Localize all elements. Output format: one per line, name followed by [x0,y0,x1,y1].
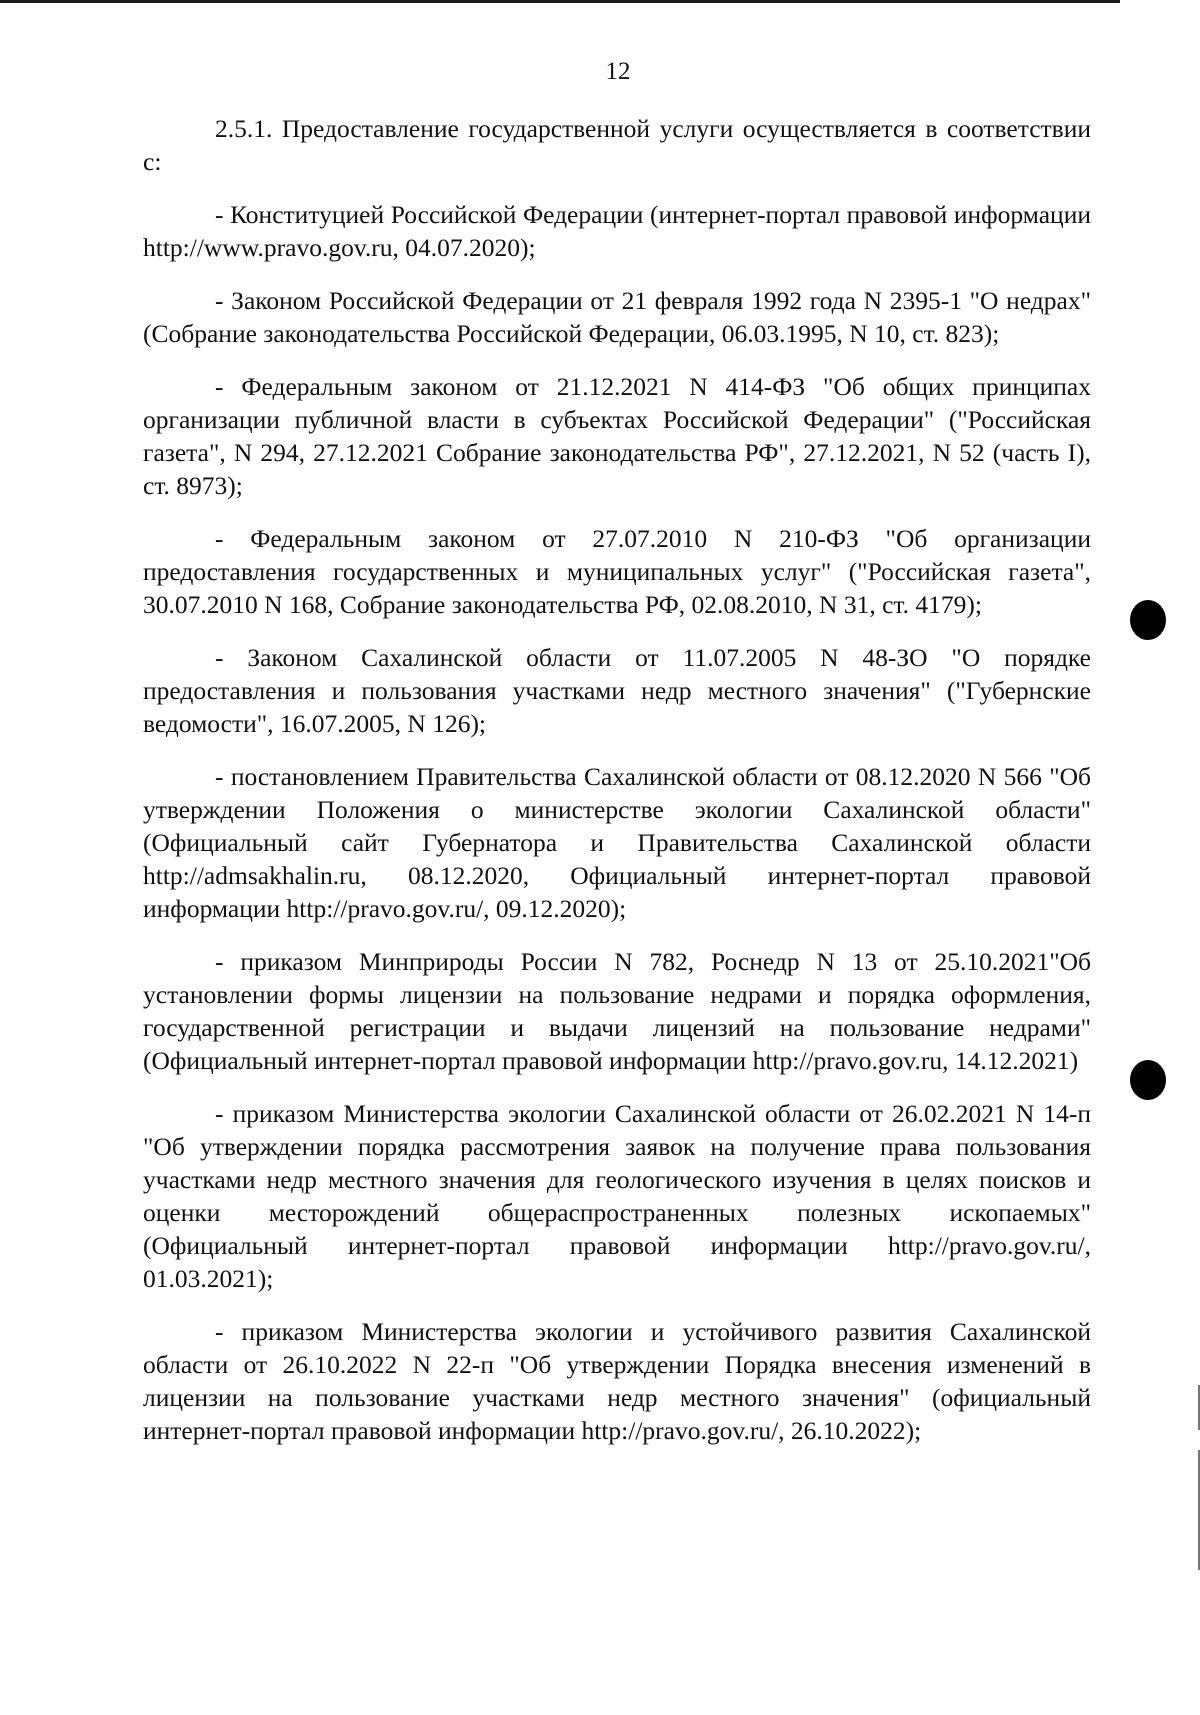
paragraph-law-414-fz: - Федеральным законом от 21.12.2021 N 414-ФЗ "Об общих принципах организации публичной власти в субъектах Российской Федерации" ("Российская газета", N 294, 27.12.2021 Собрание законодательства РФ", 27.12.2021, N 52 (часть I), ст. 8973); [143,372,1091,500]
paragraph-law-on-subsoil: - Законом Российской Федерации от 21 февраля 1992 года N 2395-1 "О недрах" (Собрание законодательства Российской Федерации, 06.03.1995, N 10, ст. 823); [143,286,1091,348]
paragraph-law-210-fz: - Федеральным законом от 27.07.2010 N 210-ФЗ "Об организации предоставления государственных и муниципальных услуг" ("Российская газета", 30.07.2010 N 168, Собрание законодательства РФ, 02.08.2010, N 31, ст. 4179); [143,524,1091,619]
paragraph-resolution-566: - постановлением Правительства Сахалинской области от 08.12.2020 N 566 "Об утверждении Положения о министерстве экологии Сахалинской области" (Официальный сайт Губернатора и Правительства Сахалинской области http://admsakhalin.ru, 08.12.2020, Официальный интернет-портал правовой информации http://pravo.gov.ru/, 09.12.2020); [143,762,1091,923]
paragraph-constitution: - Конституцией Российской Федерации (интернет-портал правовой информации http://www.pravo.gov.ru, 04.07.2020); [143,200,1091,262]
paragraph-2-5-1: 2.5.1. Предоставление государственной услуги осуществляется в соответствии с: [143,114,1091,176]
paragraph-order-22-p: - приказом Министерства экологии и устойчивого развития Сахалинской области от 26.10.2022 N 22-п "Об утверждении Порядка внесения изменений в лицензии на пользование участками недр местного значения" (официальный интернет-портал правовой информации http://pravo.gov.ru/, 26.10.2022); [143,1317,1091,1445]
document-body [143,112,1091,1467]
page-number: 12 [605,58,631,85]
binder-hole-mark [1130,600,1166,640]
paragraph-order-782: - приказом Минприроды России N 782, Роснедр N 13 от 25.10.2021"Об установлении формы лицензии на пользование недрами и порядка оформления, государственной регистрации и выдачи лицензий на пользование недрами" (Официальный интернет-портал правовой информации http://pravo.gov.ru, 14.12.2021) [143,947,1091,1075]
binder-hole-mark [1130,1060,1166,1100]
top-edge-rule [0,0,1120,3]
paragraph-sakhalin-law-48-zo: - Законом Сахалинской области от 11.07.2005 N 48-ЗО "О порядке предоставления и пользования участками недр местного значения" ("Губернские ведомости", 16.07.2005, N 126); [143,643,1091,738]
paragraph-order-14-p: - приказом Министерства экологии Сахалинской области от 26.02.2021 N 14-п "Об утверждении порядка рассмотрения заявок на получение права пользования участками недр местного значения для геологического изучения в целях поисков и оценки месторождений общераспространенных полезных ископаемых" (Официальный интернет-портал правовой информации http://pravo.gov.ru/, 01.03.2021); [143,1099,1091,1293]
